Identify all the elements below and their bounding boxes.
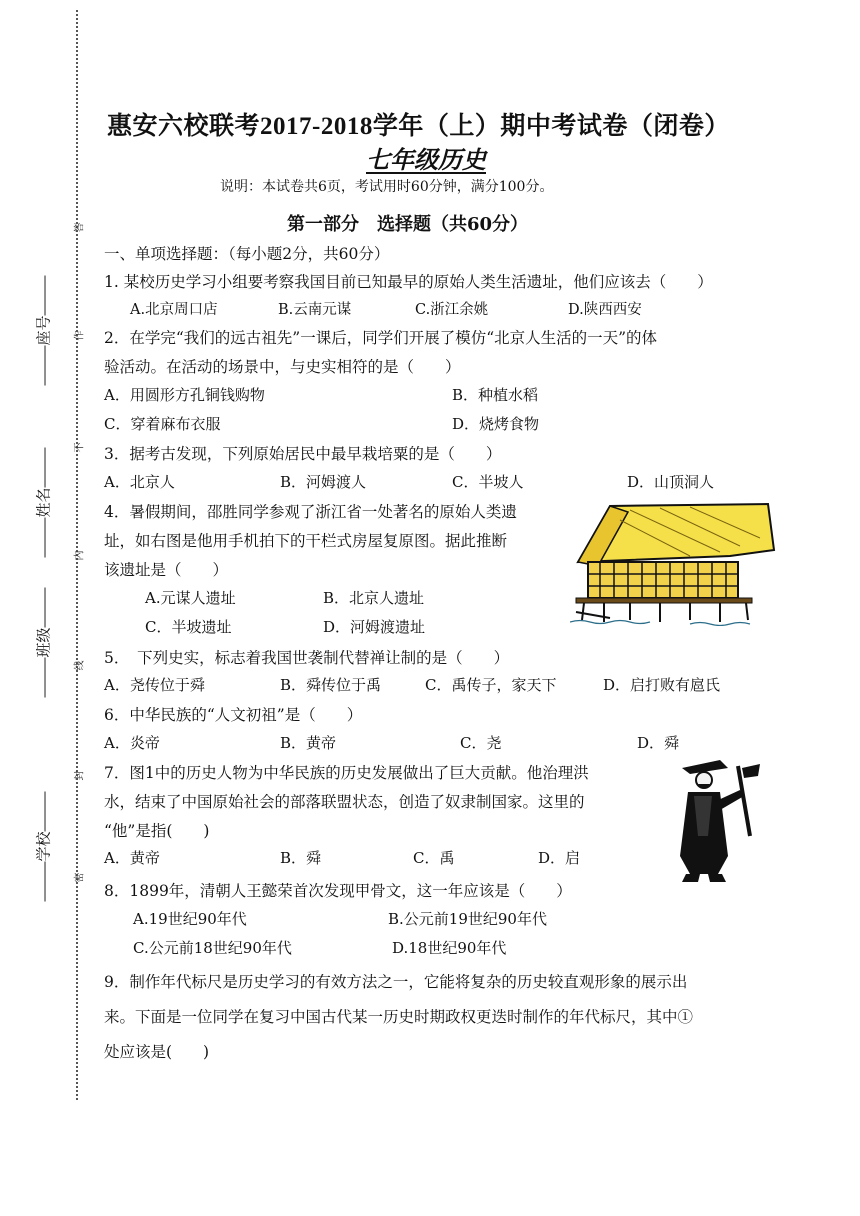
q8-stem: 8．1899年，清朝人王懿荣首次发现甲骨文，这一年应该是（ ）	[104, 882, 572, 900]
q8-option-d[interactable]: D.18世纪90年代	[392, 939, 507, 957]
exam-title: 惠安六校联考2017-2018学年（上）期中考试卷（闭卷）	[107, 113, 730, 140]
q6-option-d[interactable]: D．舜	[637, 734, 680, 752]
q6-stem: 6．中华民族的“人文初祖”是（ ）	[104, 706, 363, 724]
stilt-house-icon	[570, 500, 776, 626]
q5-option-d[interactable]: D．启打败有扈氏	[603, 676, 721, 694]
q4-stem-line2: 址，如右图是他用手机拍下的干栏式房屋复原图。据此推断	[104, 532, 508, 550]
q5-option-c[interactable]: C．禹传子，家天下	[425, 676, 557, 694]
seat-number-field[interactable]: 座号	[33, 275, 54, 385]
q9-stem-line2: 来。下面是一位同学在复习中国古代某一历史时期政权更迭时制作的年代标尺，其中①	[104, 1008, 694, 1026]
q3-option-b[interactable]: B．河姆渡人	[280, 473, 367, 491]
q4-stem-line1: 4．暑假期间，邵胜同学参观了浙江省一处著名的原始人类遗	[104, 503, 517, 521]
q6-option-b[interactable]: B．黄帝	[280, 734, 337, 752]
q4-stem-line3: 该遗址是（ ）	[104, 561, 229, 579]
q6-option-a[interactable]: A．炎帝	[104, 734, 160, 752]
q8-option-c[interactable]: C.公元前18世纪90年代	[133, 939, 292, 957]
q3-option-d[interactable]: D．山顶洞人	[627, 473, 715, 491]
q5-stem: 5． 下列史实，标志着我国世袭制代替禅让制的是（ ）	[104, 649, 510, 667]
exam-note: 说明：本试卷共6页，考试用时60分钟，满分100分。	[220, 179, 554, 195]
q7-stem-line2: 水，结束了中国原始社会的部落联盟状态，创造了奴隶制国家。这里的	[104, 793, 585, 811]
q2-stem-line1: 2．在学完“我们的远古祖先”一课后，同学们开展了模仿“北京人生活的一天”的体	[104, 329, 658, 347]
q2-option-d[interactable]: D．烧烤食物	[452, 415, 540, 433]
q4-option-d[interactable]: D．河姆渡遗址	[323, 618, 426, 636]
yu-figure-icon	[668, 756, 764, 886]
seal-char-4: 内	[74, 550, 86, 561]
q5-option-a[interactable]: A．尧传位于舜	[104, 676, 205, 694]
class-field[interactable]: 班级	[33, 587, 54, 697]
q7-option-a[interactable]: A．黄帝	[104, 849, 160, 867]
q8-option-b[interactable]: B.公元前19世纪90年代	[388, 910, 547, 928]
q1-option-b[interactable]: B.云南元谋	[278, 302, 352, 318]
q2-option-a[interactable]: A．用圆形方孔铜钱购物	[104, 386, 265, 404]
q2-option-b[interactable]: B．种植水稻	[452, 386, 539, 404]
name-field[interactable]: 姓名	[33, 447, 54, 557]
q5-option-b[interactable]: B．舜传位于禹	[280, 676, 382, 694]
seal-char-6: 封	[74, 770, 86, 781]
subject-title: 七年级历史	[366, 145, 486, 174]
q2-stem-line2: 验活动。在活动的场景中，与史实相符的是（ ）	[104, 358, 461, 376]
q9-stem-line3: 处应该是( )	[104, 1043, 210, 1061]
section-instruction: 一、单项选择题：（每小题2分，共60分）	[104, 245, 390, 263]
q1-option-c[interactable]: C.浙江余姚	[415, 302, 489, 318]
q2-option-c[interactable]: C．穿着麻布衣服	[104, 415, 221, 433]
section-title: 第一部分 选择题（共60分）	[287, 214, 529, 235]
seal-char-5: 线	[74, 660, 86, 671]
q3-stem: 3．据考古发现，下列原始居民中最早栽培粟的是（ ）	[104, 445, 502, 463]
q7-stem-line1: 7．图1中的历史人物为中华民族的历史发展做出了巨大贡献。他治理洪	[104, 764, 589, 782]
school-field[interactable]: 学校	[33, 791, 54, 901]
q4-option-a[interactable]: A.元谋人遗址	[145, 589, 236, 607]
q3-option-a[interactable]: A．北京人	[104, 473, 175, 491]
q6-option-c[interactable]: C．尧	[460, 734, 502, 752]
q4-option-c[interactable]: C．半坡遗址	[145, 618, 232, 636]
seal-char-1: 答	[74, 222, 86, 233]
seal-char-7: 密	[74, 872, 86, 883]
q7-option-b[interactable]: B．舜	[280, 849, 322, 867]
q7-stem-line3: “他”是指( )	[104, 822, 210, 840]
q1-option-d[interactable]: D.陕西西安	[568, 302, 642, 318]
q4-option-b[interactable]: B．北京人遗址	[323, 589, 425, 607]
q1-option-a[interactable]: A.北京周口店	[130, 302, 218, 318]
q7-option-c[interactable]: C．禹	[413, 849, 455, 867]
seal-char-3: 不	[74, 442, 86, 453]
q8-option-a[interactable]: A.19世纪90年代	[133, 910, 247, 928]
seal-char-2: 作	[74, 330, 86, 341]
q1-stem: 1. 某校历史学习小组要考察我国目前已知最早的原始人类生活遗址，他们应该去（ ）	[104, 273, 713, 291]
q3-option-c[interactable]: C．半坡人	[452, 473, 524, 491]
q9-stem-line1: 9．制作年代标尺是历史学习的有效方法之一，它能将复杂的历史较直观形象的展示出	[104, 973, 688, 991]
q7-option-d[interactable]: D．启	[538, 849, 581, 867]
